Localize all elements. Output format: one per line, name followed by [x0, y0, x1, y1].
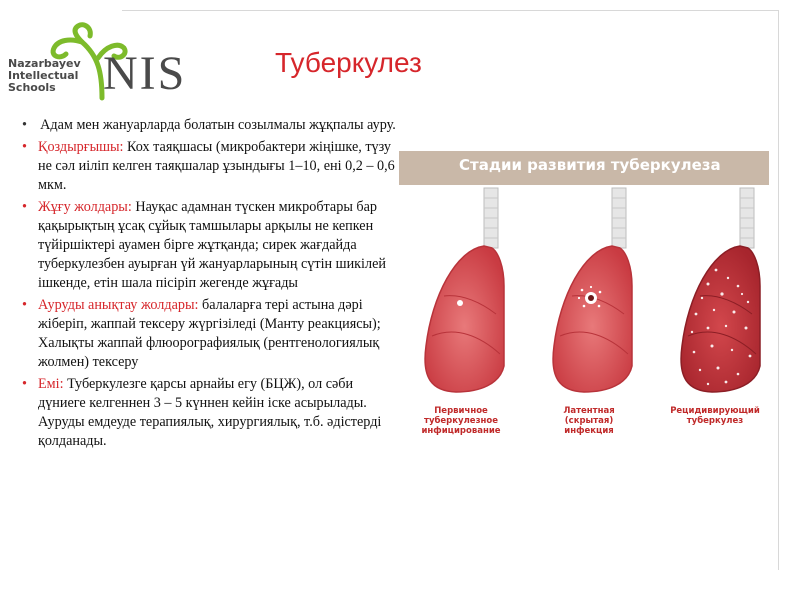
logo-caption [8, 58, 81, 94]
caption-line: инфекция [564, 426, 614, 436]
caption-stage-2 [534, 406, 644, 436]
lung-stage-2-icon [553, 188, 632, 392]
list-item-pathogen [20, 138, 398, 195]
logo-mark: NIS [103, 47, 187, 100]
logo-line-1: Nazarbayev [8, 57, 81, 70]
caption-line: туберкулез [686, 416, 744, 426]
frame-line-top [122, 10, 778, 11]
lung-stage-1-icon [425, 188, 504, 392]
caption-line: (скрытая) [564, 416, 614, 426]
caption-line: Латентная [563, 406, 615, 416]
list-item-transmission [20, 198, 398, 293]
frame-line-right [778, 10, 779, 570]
caption-line: туберкулезное [424, 416, 498, 426]
logo-line-2: Intellectual [8, 69, 79, 82]
figure-header [399, 151, 769, 185]
item-label: Ауруды анықтау жолдары: [38, 297, 199, 313]
list-item-treatment [20, 375, 398, 451]
content-list [20, 116, 398, 454]
figure-header-text: Стадии развития туберкулеза [459, 156, 721, 174]
page-title: Туберкулез [275, 47, 422, 78]
item-label: Емі: [38, 376, 64, 392]
lung-stage-3-icon [681, 188, 760, 392]
caption-stage-1 [406, 406, 516, 436]
item-text: Кох таяқшасы (микробактери жіңішке, түзу не сәл иіліп келген таяқшалар ұзындығы 1–10, ені 0,2 – 0,6 мкм. [38, 139, 395, 193]
item-label: Жұғу жолдары: [38, 199, 132, 215]
caption-line: Рецидивирующий [670, 406, 760, 416]
item-text: балаларға тері астына дәрі жіберіп, жаппай тексеру жүргізіледі (Манту реакциясы); Халықты жаппай флюорографиялық (рентгенологиялық жолмен) тексеру [38, 297, 381, 370]
intro-item: • Адам мен жануарларда болатын созылмалы жұқпалы ауру. [20, 116, 398, 135]
item-text: Науқас адамнан түскен микробтары бар қақырықтың ұсақ сұйық тамшылары арқылы не кепкен түйіршіктері ауамен бірге жұтқанда; сирек жағдайда туберкулезбен ауырған үй жануарларының сүтін шикілей ішкенде, етін шала пісіріп жегенде жұғады [38, 199, 386, 291]
caption-line: инфицирование [421, 426, 501, 436]
tuberculosis-stages-figure [396, 146, 773, 444]
logo-line-3: Schools [8, 81, 56, 94]
caption-line: Первичное [434, 406, 488, 416]
list-item-detection [20, 296, 398, 372]
lungs-illustration [396, 186, 773, 406]
caption-stage-3 [660, 406, 770, 426]
item-text: Туберкулезге қарсы арнайы егу (БЦЖ), ол сәби дүниеге келгеннен 3 – 5 күннен кейін іске асырылады. Ауруды емдеуде терапиялық, хирургиялық, т.б. әдістерді қолданады. [38, 376, 382, 449]
item-label: Қоздырғышы: [38, 139, 124, 155]
